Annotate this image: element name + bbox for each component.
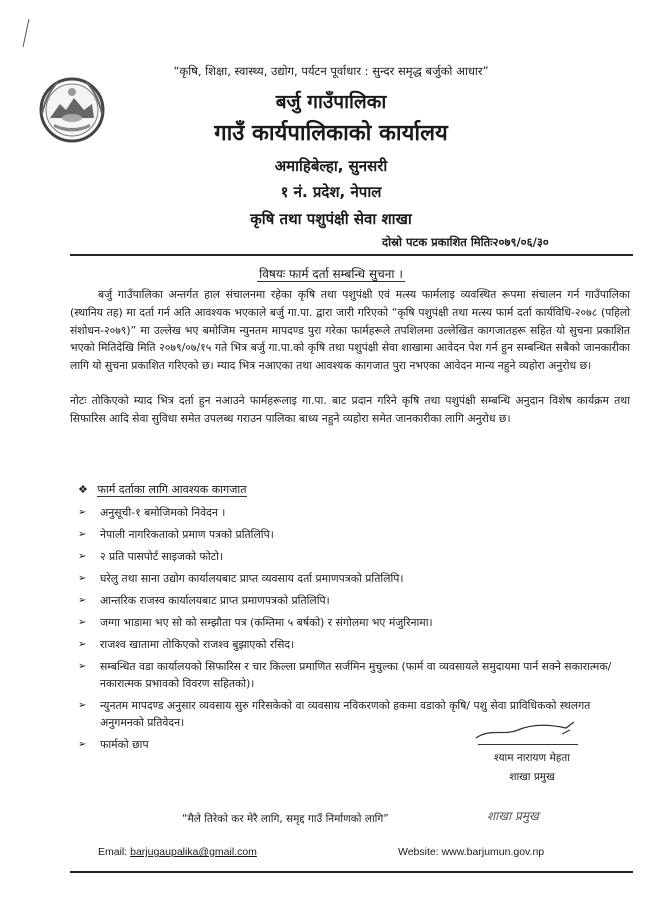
footer-slogan: “मैले तिरेको कर मेरै लागि, समृद्द गाउँ निर्माणको लागि” xyxy=(182,813,389,825)
notice-subject xyxy=(0,265,662,282)
email-link[interactable]: barjugaupalika@gmail.com xyxy=(130,846,257,858)
arrow-bullet-icon: ➢ xyxy=(78,595,87,606)
list-item: ➢ फार्मको छाप xyxy=(78,738,149,751)
list-item: ➢ जग्गा भाडामा भए सो को सम्झौता पत्र (कम्तिमा ५ बर्षको) र संगोलमा भए मंजुरिनामा। xyxy=(78,616,433,629)
signatory-title: शाखा प्रमुख xyxy=(509,771,555,783)
handwritten-signature xyxy=(470,716,580,744)
list-item: ➢ नेपाली नागरिकताको प्रमाण पत्रको प्रतिलिपि। xyxy=(78,528,274,541)
website-url[interactable]: www.barjumun.gov.np xyxy=(441,846,545,858)
list-item: ➢ २ प्रति पासपोर्ट साइजको फोटो। xyxy=(78,550,223,563)
list-item: ➢ अनुसूची-१ बमोजिमको निवेदन । xyxy=(78,506,226,519)
footer-website xyxy=(398,846,544,858)
arrow-bullet-icon: ➢ xyxy=(78,700,87,711)
address-line-1: अमाहिबेल्हा, सुनसरी xyxy=(274,157,388,175)
section-name: कृषि तथा पशुपंक्षी सेवा शाखा xyxy=(250,210,412,228)
email-label: Email: xyxy=(98,846,128,858)
requirements-heading xyxy=(78,482,247,497)
office-name: बर्जु गाउँपालिका xyxy=(275,91,387,113)
requirements-heading-label: फार्म दर्ताका लागि आवश्यक कागजात xyxy=(97,483,247,496)
arrow-bullet-icon: ➢ xyxy=(78,661,87,672)
office-stamp: शाखा प्रमुख xyxy=(487,809,539,823)
list-item: ➢ न्युनतम मापदण्ड अनुसार व्यवसाय सुरु गरिसकेको वा व्यवसाय नविकरणको हकमा वडाको कृषि/ पशु सेवा प्राविधिकको स्थलगत अनुगमनको प्रतिवेदन। xyxy=(78,699,591,729)
arrow-bullet-icon: ➢ xyxy=(78,639,87,650)
arrow-bullet-icon: ➢ xyxy=(78,617,87,628)
list-item: ➢ सम्बन्धित वडा कार्यालयको सिफारिस र चार किल्ला प्रमाणित सर्जमिन मुचुल्का (फार्म वा व्यवसायले समुदायमा पार्न सक्ने सकारात्मक/ नकारात्मक प्रभावको विवरण सहितको)। xyxy=(78,660,612,690)
motto-line: “कृषि, शिक्षा, स्वास्थ्य, उद्योग, पर्यटन पूर्वाधार : सुन्दर समृद्ध बर्जुको आधार” xyxy=(173,64,489,78)
notice-paragraph-1: बर्जु गाउँपालिका अन्तर्गत हाल संचालनमा रहेका कृषि तथा पशुपंक्षी एवं मत्स्य फार्मलाइ व्यवस्थित रूपमा संचालन गर्न गाउँपालिका (स्थानिय तह) मा दर्ता गर्न अति आवश्यक भएकाले बर्जु गा.पा. द्वारा जारी गरिएको “कृषि पशुपंक्षी तथा मत्स्य फार्म दर्ता कार्यविधि-२०७८ (पहिलो संशोधन-२०७९)” मा उल्लेख भए बमोजिम न्युनतम मापदण्ड पुरा गरेका फार्महरूले तपशिलमा उल्लेखित कागजातहरू सहित यो सुचना प्रकाशित भएको मितिदेखि मिति २०७९/०७/१५ गते भित्र बर्जु गा.पा.को कृषि तथा पशुपंक्षी सेवा शाखामा आवेदन पेश गर्न हुन सम्बन्धित सबैको जानकारीका लागि यो सुचना प्रकाशित गरिएको छ। म्याद भित्र नआएका तथा आवश्यक कागजात पुरा नभएका आवेदन मान्य नहुने व्यहोरा अनुरोध छ। xyxy=(70,288,630,373)
list-item: ➢ राजश्व खातामा तोकिएको राजश्व बुझाएको रसिद। xyxy=(78,638,295,651)
office-title: गाउँ कार्यपालिकाको कार्यालय xyxy=(214,121,448,146)
list-item: ➢ घरेलु तथा साना उद्योग कार्यालयबाट प्राप्त व्यवसाय दर्ता प्रमाणपत्रको प्रतिलिपि। xyxy=(78,572,404,585)
footer-email xyxy=(98,846,257,858)
header-divider xyxy=(70,254,633,256)
website-label: Website: xyxy=(398,846,439,858)
published-date: दोस्रो पटक प्रकाशित मितिः२०७९/०६/३० xyxy=(382,235,549,249)
arrow-bullet-icon: ➢ xyxy=(78,529,87,540)
notice-subject-text: विषयः फार्म दर्ता सम्बन्धि सुचना । xyxy=(259,267,403,281)
signatory-name: श्याम नारायण मेहता xyxy=(493,752,571,764)
list-item: ➢ आन्तरिक राजस्व कार्यालयबाट प्राप्त प्रमाणपत्रको प्रतिलिपि। xyxy=(78,594,330,607)
arrow-bullet-icon: ➢ xyxy=(78,507,87,518)
address-line-2: १ नं. प्रदेश, नेपाल xyxy=(280,183,382,201)
notice-paragraph-2: नोटः तोकिएको म्याद भित्र दर्ता हुन नआउने फार्महरूलाइ गा.पा. बाट प्रदान गरिने कृषि तथा पशुपंक्षी सम्बन्धि अनुदान विशेष कार्यक्रम तथा सिफारिस आदि सेवा सुविधा समेत उपलब्ध गराउन पालिका बाध्य नहुने व्यहोरा समेत जानकारीका लागि अनुरोध छ। xyxy=(70,394,630,425)
arrow-bullet-icon: ➢ xyxy=(78,573,87,584)
corner-mark xyxy=(20,18,32,48)
arrow-bullet-icon: ➢ xyxy=(78,551,87,562)
footer-divider xyxy=(70,871,633,873)
diamond-bullet-icon: ❖ xyxy=(78,483,88,496)
arrow-bullet-icon: ➢ xyxy=(78,739,87,750)
signature-line xyxy=(478,744,578,745)
